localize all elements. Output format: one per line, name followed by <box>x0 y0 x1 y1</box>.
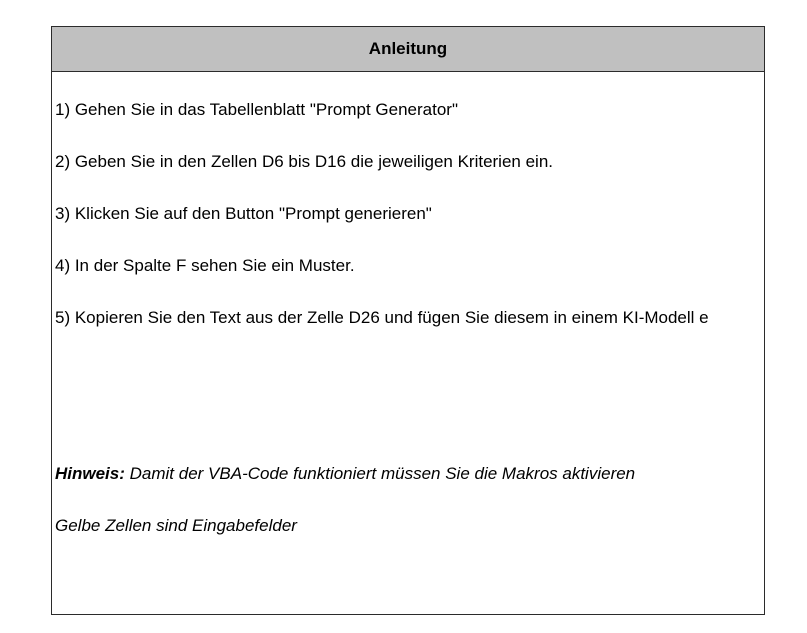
step-3-cell[interactable]: 3) Klicken Sie auf den Button "Prompt generieren" <box>55 204 432 223</box>
instructions-title: Anleitung <box>368 39 448 58</box>
instructions-header-cell[interactable] <box>52 27 764 72</box>
hint-label: Hinweis: <box>55 464 125 483</box>
hint-text: Damit der VBA-Code funktioniert müssen Sie die Makros aktivieren <box>129 464 636 483</box>
instructions-content <box>52 72 764 615</box>
step-2-cell[interactable]: 2) Geben Sie in den Zellen D6 bis D16 die jeweiligen Kriterien ein. <box>55 152 554 171</box>
instructions-panel <box>51 26 765 615</box>
step-5-cell[interactable]: 5) Kopieren Sie den Text aus der Zelle D26 und fügen Sie diesem in einem KI-Modell e <box>55 308 709 327</box>
step-4-cell[interactable]: 4) In der Spalte F sehen Sie ein Muster. <box>55 256 355 275</box>
step-1-cell[interactable]: 1) Gehen Sie in das Tabellenblatt "Prompt Generator" <box>55 100 458 119</box>
hint-cell[interactable] <box>55 463 635 485</box>
yellow-cells-note[interactable]: Gelbe Zellen sind Eingabefelder <box>55 516 297 535</box>
